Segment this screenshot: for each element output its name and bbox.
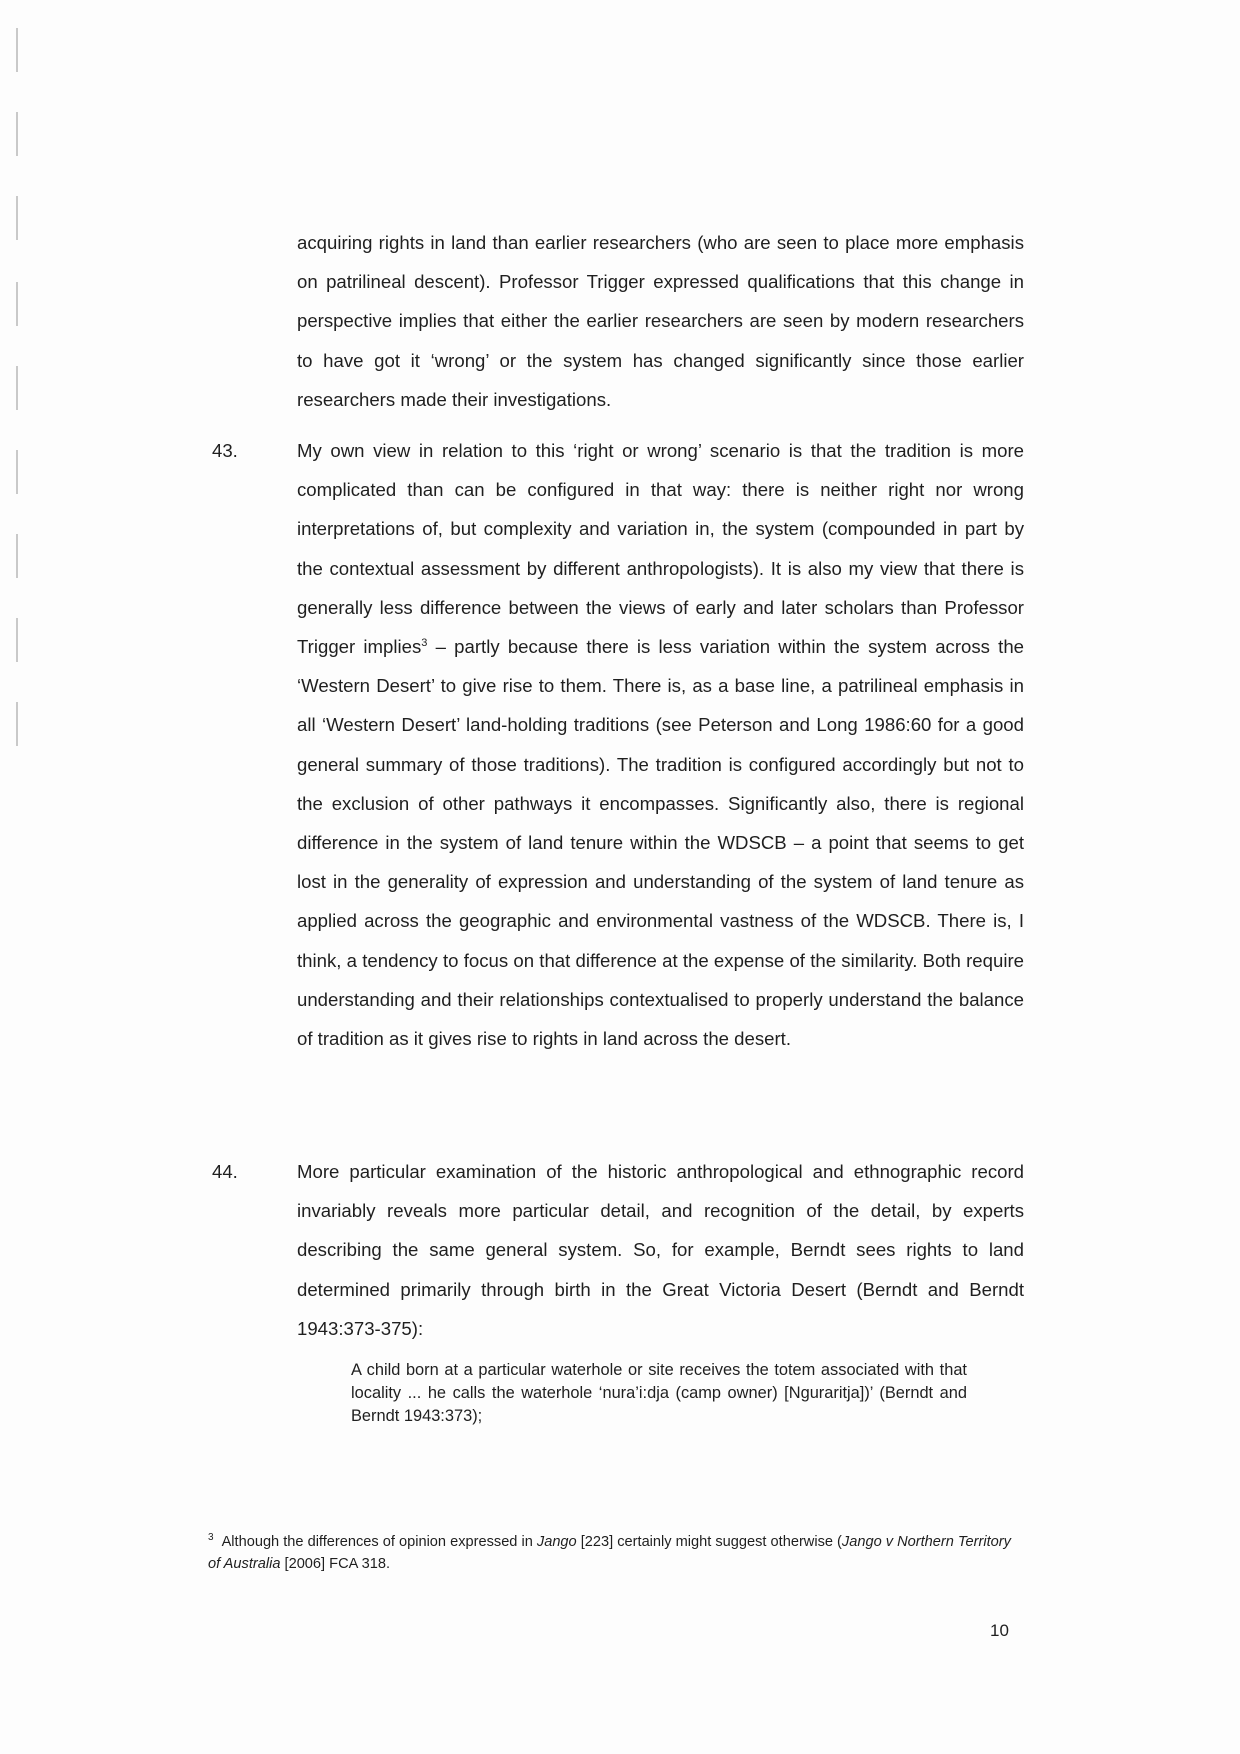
scan-mark <box>16 702 18 746</box>
paragraph-42-continuation: acquiring rights in land than earlier researchers (who are seen to place more emphasis on patrilineal descent). Professor Trigger expressed qualifications that this change in perspective implies that either the earlier researchers are seen by modern researchers to have got it ‘wrong’ or the system has changed significantly since those earlier researchers made their investigations. <box>297 232 1024 410</box>
paragraph-text-part: – partly because there is less variation within the system across the ‘Western Desert’ to give rise to them. There is, as a base line, a patrilineal emphasis in all ‘Western Desert’ land-holding traditions (see Peterson and Long 1986:60 for a good general summary of those traditions). The tradition is configured accordingly but not to the exclusion of other pathways it encompasses. Significantly also, there is regional difference in the system of land tenure within the WDSCB – a point that seems to get lost in the generality of expression and understanding of the system of land tenure as applied across the geographic and environmental vastness of the WDSCB. There is, I think, a tendency to focus on that difference at the expense of the similarity. Both require understanding and their relationships contextualised to properly understand the balance of tradition as it gives rise to rights in land across the desert. <box>297 636 1025 1050</box>
paragraph-text-part: My own view in relation to this ‘right or wrong’ scenario is that the tradition is more complicated than can be configured in that way: there is neither right nor wrong interpretations of, but complexity and variation in, the system (compounded in part by the contextual assessment by different anthropologists). It is also my view that there is generally less difference between the views of early and later scholars than Professor Trigger implies <box>297 440 1024 658</box>
scan-margin-marks <box>16 20 22 760</box>
scan-mark <box>16 618 18 662</box>
case-citation: Jango v Northern Territory of Australia <box>208 1533 1011 1572</box>
footnote <box>208 1527 1020 1575</box>
paragraph-text: More particular examination of the historic anthropological and ethnographic record invariably reveals more particular detail, and recognition of the detail, by experts describing the same general system. So, for example, Berndt sees rights to land determined primarily through birth in the Great Victoria Desert (Berndt and Berndt 1943:373-375): <box>297 1161 1024 1339</box>
scan-mark <box>16 112 18 156</box>
footnote-text: Although the differences of opinion expressed in <box>221 1533 537 1550</box>
scan-mark <box>16 282 18 326</box>
scan-mark <box>16 196 18 240</box>
paragraph-number: 43. <box>212 440 238 461</box>
paragraph-text <box>297 431 1024 1058</box>
footnote-text: [2006] FCA 318. <box>280 1555 390 1572</box>
footnote-number: 3 <box>208 1532 214 1543</box>
block-quote: A child born at a particular waterhole or site receives the totem associated with that locality ... he calls the waterhole ‘nura’i:dja (camp owner) [Nguraritja])’ (Berndt and Berndt 1943:373); <box>351 1361 967 1425</box>
case-name: Jango <box>536 1533 577 1550</box>
scan-mark <box>16 450 18 494</box>
footnote-text: [223] certainly might suggest otherwise ( <box>576 1533 842 1550</box>
page-number: 10 <box>990 1621 1009 1640</box>
scan-mark <box>16 534 18 578</box>
scan-mark <box>16 28 18 72</box>
paragraph-number: 44. <box>212 1161 238 1182</box>
footnote-reference[interactable]: 3 <box>421 636 428 649</box>
scan-mark <box>16 366 18 410</box>
